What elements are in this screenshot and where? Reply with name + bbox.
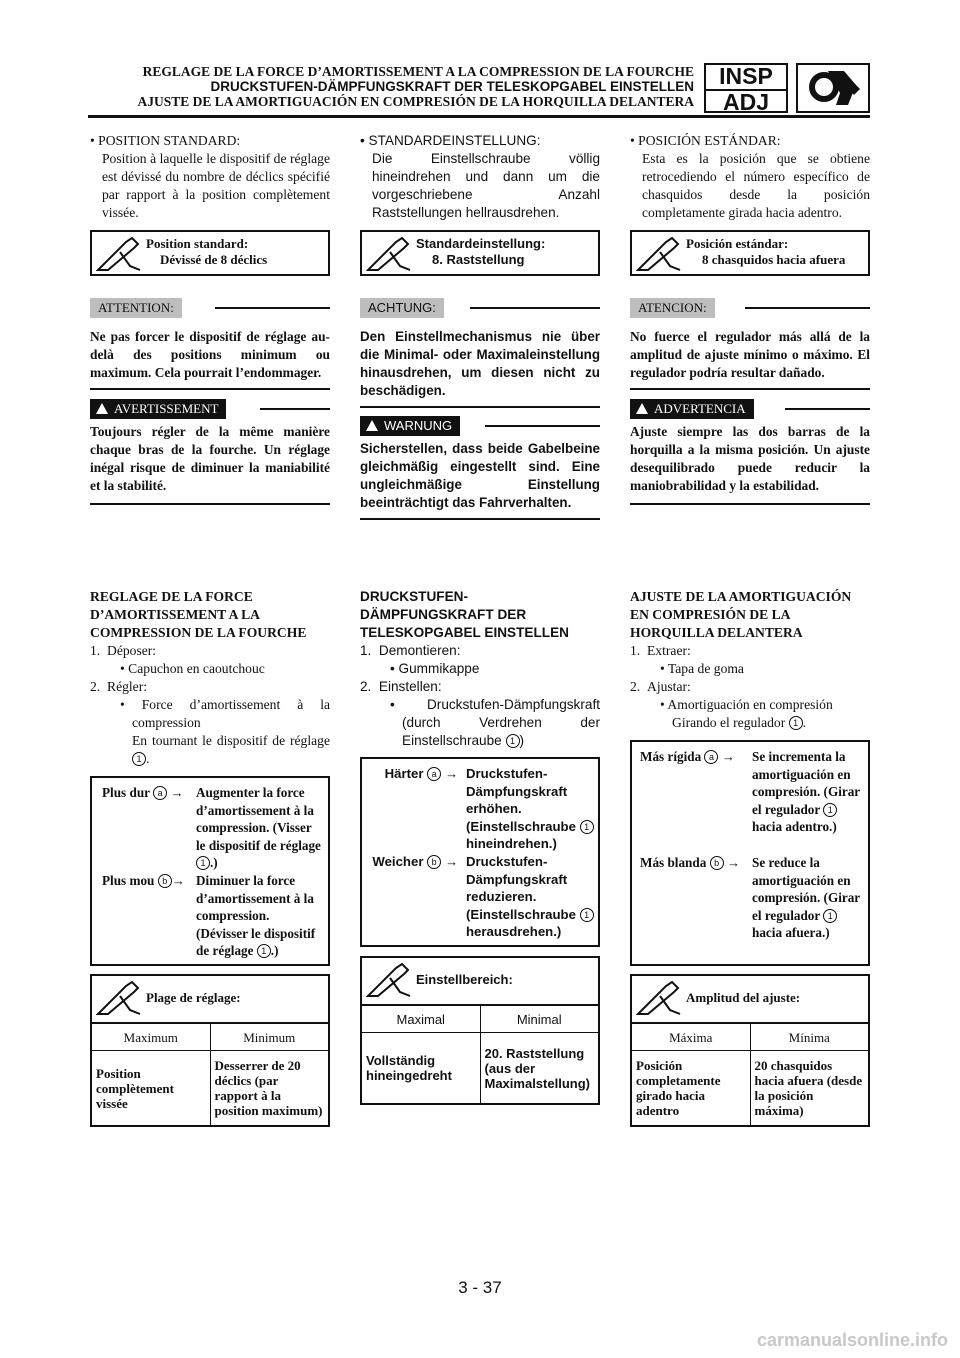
page-number: 3 - 37	[458, 1278, 502, 1297]
es-adj-soft: Más blanda b →	[640, 855, 741, 870]
fr-step2-detail: En tournant le dispositif de réglage	[132, 733, 330, 748]
es-step2-item: Amortiguación en compresión	[667, 697, 833, 712]
de-spec-box	[360, 230, 600, 276]
spec-tool-icon	[636, 980, 682, 1016]
es-range-max: Posición completamente girado hacia adentro	[632, 1051, 750, 1126]
fr-range-min-header: Minimum	[210, 1024, 328, 1051]
watermark: carmanualsonline.info	[756, 1330, 948, 1350]
es-procedure: AJUSTE DE LA AMORTIGUACIÓN EN COMPRESIÓN DE LA HORQUILLA DELANTERA 1. Extraer: • Tapa de goma 2. Ajustar: • Amortiguación en compresión Girando el regulador 1 .	[630, 588, 870, 732]
de-range-min-header: Minimal	[480, 1006, 598, 1033]
de-warning	[360, 416, 600, 520]
de-attention-label: ACHTUNG:	[360, 298, 444, 318]
fr-standard-heading: POSITION STANDARD:	[98, 133, 241, 148]
header-title-de: DRUCKSTUFEN-DÄMPFUNGSKRAFT DER TELESKOPGABEL EINSTELLEN	[210, 79, 694, 94]
de-range-max: Vollständig hineingedreht	[362, 1033, 480, 1104]
es-spec-title: Posición estándar:	[686, 236, 789, 251]
de-attention-text: Den Einstellmechanismus nie über die Minimal- oder Maximaleinstellung hinausdrehen, um diesen nicht zu beschädigen.	[360, 329, 600, 398]
wrench-icon	[796, 63, 870, 113]
badge-insp: INSP	[706, 65, 786, 91]
fr-adj-hard: Plus dur a →	[102, 785, 184, 800]
de-procedure: DRUCKSTUFEN-DÄMPFUNGSKRAFT DER TELESKOPGABEL EINSTELLEN 1. Demontieren: • Gummikappe 2. Einstellen: • Druckstufen-Dämpfungskraft (durch Verdrehen der Einstellschraube 1 )	[360, 589, 600, 748]
fr-step2: Régler:	[107, 679, 148, 694]
de-attention	[360, 298, 600, 408]
de-range-min: 20. Raststellung (aus der Maximalstellung)	[480, 1033, 598, 1104]
spec-tool-icon	[366, 962, 412, 998]
es-range-table	[630, 974, 870, 1127]
de-adj-soft: Weicher b →	[372, 854, 458, 869]
fr-procedure: REGLAGE DE LA FORCE D’AMORTISSEMENT A LA COMPRESSION DE LA FOURCHE 1. Déposer: • Capuchon en caoutchouc 2. Régler: • Force d’amortissement à la compression En tournant le dispositif de réglage 1 .	[90, 589, 331, 766]
es-range-min-header: Mínima	[750, 1024, 868, 1051]
fr-adj-soft-text: Diminuer la force d’amortissement à la compression. (Dévisser le dispositif de réglage 1 .)	[196, 873, 316, 958]
fr-warning-text: Toujours régler de la même manière chaque bras de la fourche. Un réglage inégal risque de diminuer la maniabilité et la stabilité.	[90, 424, 330, 493]
fr-section-title: REGLAGE DE LA FORCE D’AMORTISSEMENT A LA COMPRESSION DE LA FOURCHE	[90, 589, 307, 640]
insp-adj-badge	[704, 63, 788, 113]
es-adj-hard-text: Se incrementa la amortiguación en compresión. (Girar el regulador 1 hacia adentro.)	[752, 749, 860, 834]
es-adj-soft-text: Se reduce la amortiguación en compresión. (Girar el regulador 1 hacia afuera.)	[752, 855, 860, 940]
de-standard-block: • STANDARDEINSTELLUNG: Die Einstellschraube völlig hineindrehen und dann um die vorgeschriebene Anzahl Raststellungen hellrausdrehen.	[360, 133, 600, 220]
fr-step1: Déposer:	[107, 643, 157, 658]
es-attention	[630, 298, 870, 390]
es-step1: Extraer:	[647, 643, 691, 658]
de-step2-item: Druckstufen-Dämpfungskraft (durch Verdrehen der Einstellschraube	[402, 697, 600, 748]
de-standard-heading: STANDARDEINSTELLUNG:	[368, 133, 541, 148]
de-spec-title: Standardeinstellung:	[416, 236, 546, 251]
fr-attention	[90, 298, 330, 390]
fr-spec-value: Dévissé de 8 déclics	[160, 252, 268, 267]
de-range-table	[360, 956, 600, 1105]
spec-tool-icon	[96, 980, 142, 1016]
de-step2: Einstellen:	[378, 679, 442, 694]
fr-range-max-header: Maximum	[92, 1024, 210, 1051]
fr-step1-item: Capuchon en caoutchouc	[128, 661, 265, 676]
fr-attention-label: ATTENTION:	[90, 298, 182, 318]
es-range-title: Amplitud del ajuste:	[686, 990, 801, 1005]
de-adj-hard-text: Druckstufen-Dämpfungskraft erhöhen. (Einstellschraube 1 hineindrehen.)	[466, 765, 594, 853]
de-warning-label: WARNUNG	[384, 418, 453, 433]
fr-range-min: Desserrer de 20 déclics (par rapport à la position maximum)	[210, 1051, 328, 1126]
fr-range-table	[90, 974, 330, 1127]
es-step1-item: Tapa de goma	[667, 661, 744, 676]
fr-range-title: Plage de réglage:	[146, 990, 241, 1005]
fr-range-max: Position complètement vissée	[92, 1051, 210, 1126]
es-attention-text: No fuerce el regulador más allá de la amplitud de ajuste mínimo o máximo. El regulador podría resultar dañado.	[630, 329, 870, 380]
es-warning-label: ADVERTENCIA	[654, 401, 746, 416]
de-range-max-header: Maximal	[362, 1006, 480, 1033]
de-standard-text: Die Einstellschraube völlig hineindrehen und dann um die vorgeschriebene Anzahl Raststellungen hellrausdrehen.	[372, 151, 600, 220]
de-section-title: DRUCKSTUFEN-DÄMPFUNGSKRAFT DER TELESKOPGABEL EINSTELLEN	[360, 589, 569, 640]
warning-icon	[96, 403, 108, 414]
es-step2: Ajustar:	[647, 679, 691, 694]
es-step2-detail: Girando el regulador	[672, 715, 786, 730]
es-attention-label: ATENCION:	[630, 298, 715, 318]
fr-standard-text: Position à laquelle le dispositif de réglage est dévissé du nombre de déclics spécifié par rapport à la position complètement vissée.	[102, 151, 330, 220]
es-adj-hard: Más rígida a →	[640, 749, 735, 764]
bullet: •	[90, 133, 95, 148]
de-step1: Demontieren:	[378, 643, 461, 658]
fr-standard-block	[90, 132, 330, 222]
de-adj-soft-text: Druckstufen-Dämpfungskraft reduzieren. (Einstellschraube 1 herausdrehen.)	[466, 853, 594, 941]
header-title-es: AJUSTE DE LA AMORTIGUACIÓN EN COMPRESIÓN DE LA HORQUILLA DELANTERA	[137, 94, 694, 109]
de-adj-hard: Härter a →	[384, 766, 458, 781]
fr-step2-item: Force d’amortissement à la compression	[132, 697, 331, 730]
header-rule	[88, 115, 870, 118]
de-step1-item: Gummikappe	[398, 661, 480, 676]
fr-spec-box	[90, 230, 330, 276]
de-range-title: Einstellbereich:	[416, 972, 513, 987]
badge-adj: ADJ	[722, 89, 769, 115]
de-spec-value: 8. Raststellung	[432, 252, 525, 267]
es-spec-value: 8 chasquidos hacia afuera	[702, 252, 846, 267]
fr-attention-text: Ne pas forcer le dispositif de réglage au-delà des positions minimum ou maximum. Cela pourrait l’endommager.	[90, 329, 330, 380]
de-warning-text: Sicherstellen, dass beide Gabelbeine gleichmäßig eingestellt sind. Eine ungleichmäßige Einstellung beeinträchtigt das Fahrverhalten.	[360, 441, 600, 510]
spec-tool-icon	[366, 236, 412, 272]
page-header	[88, 64, 694, 109]
fr-adj-hard-text: Augmenter la force d’amortissement à la compression. (Visser le dispositif de réglage 1 .)	[196, 785, 321, 870]
fr-spec-title: Position standard:	[146, 236, 249, 251]
es-section-title: AJUSTE DE LA AMORTIGUACIÓN EN COMPRESIÓN DE LA HORQUILLA DELANTERA	[630, 589, 852, 640]
warning-icon	[636, 403, 648, 414]
header-title-fr: REGLAGE DE LA FORCE D’AMORTISSEMENT A LA COMPRESSION DE LA FOURCHE	[142, 64, 694, 79]
es-warning	[630, 399, 870, 505]
es-range-max-header: Máxima	[632, 1024, 750, 1051]
es-standard-text: Esta es la posición que se obtiene retrocediendo el número específico de chasquidos desde la posición completamente girada hacia adentro.	[642, 151, 870, 220]
fr-warning	[90, 399, 330, 505]
es-standard-heading: POSICIÓN ESTÁNDAR:	[638, 133, 781, 148]
fr-warning-label: AVERTISSEMENT	[114, 401, 219, 416]
de-adjust-box	[360, 757, 600, 947]
es-spec-box	[630, 230, 870, 276]
spec-tool-icon	[636, 236, 682, 272]
spec-tool-icon	[96, 236, 142, 272]
es-range-min: 20 chasquidos hacia afuera (desde la posición máxima)	[750, 1051, 868, 1126]
warning-icon	[366, 420, 378, 431]
fr-adjust-box	[90, 776, 330, 966]
es-adjust-box	[630, 740, 870, 966]
es-standard-block: • POSICIÓN ESTÁNDAR: Esta es la posición que se obtiene retrocediendo el número específico de chasquidos desde la posición completamente girada hacia adentro.	[630, 133, 870, 220]
fr-adj-soft: Plus mou b →	[102, 873, 185, 888]
es-warning-text: Ajuste siempre las dos barras de la horquilla a la misma posición. Un ajuste desequilibrado puede reducir la maniobrabilidad y la estabilidad.	[630, 424, 870, 493]
